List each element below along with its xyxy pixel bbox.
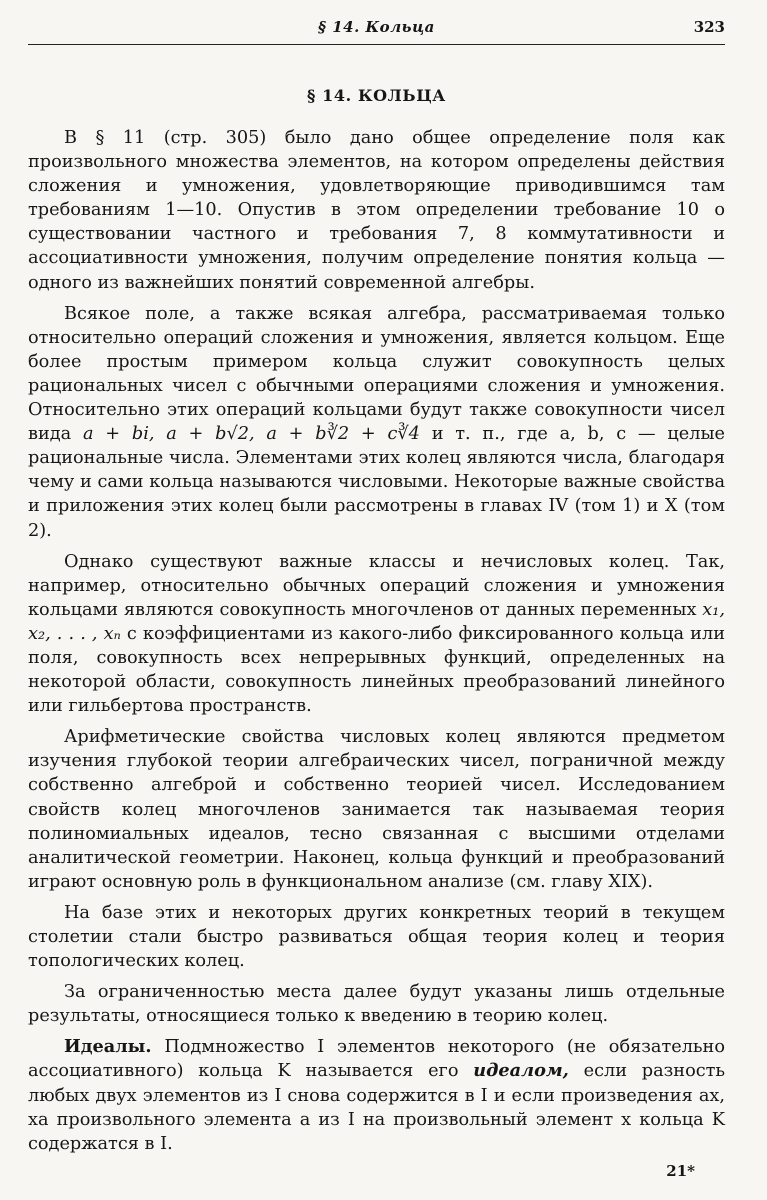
paragraph-2-tail: и т. п., где a, b, c — целые рациональные числа. Элементами этих колец являются числа, благодаря чему и сами кольца называются числовыми. Некоторые важные свойства и приложения этих колец были рассмотрены в главах IV (том 1) и X (том 2). [28, 424, 726, 541]
number-forms-formula: a + bi, a + b√2, a + b∛2 + c∛4 [82, 424, 420, 445]
paragraph-1: В § 11 (стр. 305) было дано общее определение поля как произвольного множества элементов, на котором определены действия сложения и умножения, удовлетворяющие приводившимся там требованиям 1—10. Опустив в этом определении требование 10 о существовании частного и требования 7, 8 коммутативности и ассоциативности умножения, получим определение понятия кольца — одного из важнейших понятий современной алгебры. [28, 128, 725, 293]
ideals-text-1: Подмножество I элементов некоторого (не обязательно ассоциативного) кольца K называется его [28, 1037, 725, 1082]
paragraph-5: На базе этих и некоторых других конкретных теорий в текущем столетии стали быстро развиваться общая теория колец и теория топологических колец. [28, 902, 725, 972]
ideal-emphasis: идеалом, [473, 1060, 569, 1082]
header-rule [28, 44, 725, 45]
signature-mark: 21* [666, 1162, 695, 1180]
running-title: § 14. Кольца [318, 18, 435, 36]
paragraph-4: Арифметические свойства числовых колец являются предметом изучения глубокой теории алгебраических чисел, пограничной между собственно алгеброй и собственно теорией чисел. Исследованием свойств колец многочленов занимается так называемая теория полиномиальных идеалов, тесно связанная с высшими отделами аналитической геометрии. Наконец, кольца функций и преобразований играют основную роль в функциональном анализе (см. главу XIX). [28, 727, 725, 892]
page-number: 323 [693, 18, 725, 36]
ideals-paragraph [28, 1035, 725, 1155]
paragraph-3-text: Однако существуют важные классы и нечисловых колец. Так, например, относительно обычных операций сложения и умножения кольцами являются совокупность многочленов от данных переменных [28, 551, 725, 620]
paragraph-2-text: Всякое поле, а также всякая алгебра, рассматриваемая только относительно операций сложения и умножения, является кольцом. Еще более простым примером кольца служит совокупность целых рациональных чисел с обычными операциями сложения и умножения. Относительно этих операций кольцами будут также совокупности чисел вида [28, 303, 725, 445]
ideals-text-2: если разность любых двух элементов из I снова содержится в I и если произведения ax, xa произвольного элемента a из I на произвольный элемент x кольца K содержатся в I. [28, 1061, 726, 1154]
body-text [28, 126, 725, 1163]
book-page [28, 0, 725, 1200]
paragraph-3-tail: с коэффициентами из какого-либо фиксированного кольца или поля, совокупность всех непрерывных функций, определенных на некоторой области, совокупность линейных преобразований линейного или гильбертова пространств. [28, 623, 725, 717]
paragraph-2 [28, 302, 725, 543]
paragraph-6: За ограниченностью места далее будут указаны лишь отдельные результаты, относящиеся только к введению в теорию колец. [28, 982, 725, 1027]
variables-formula: x₁, x₂, . . . , xₙ [28, 599, 725, 644]
running-head [28, 18, 725, 42]
section-title: § 14. КОЛЬЦА [307, 86, 446, 105]
ideals-term: Идеалы. [64, 1036, 152, 1058]
paragraph-3 [28, 550, 725, 719]
